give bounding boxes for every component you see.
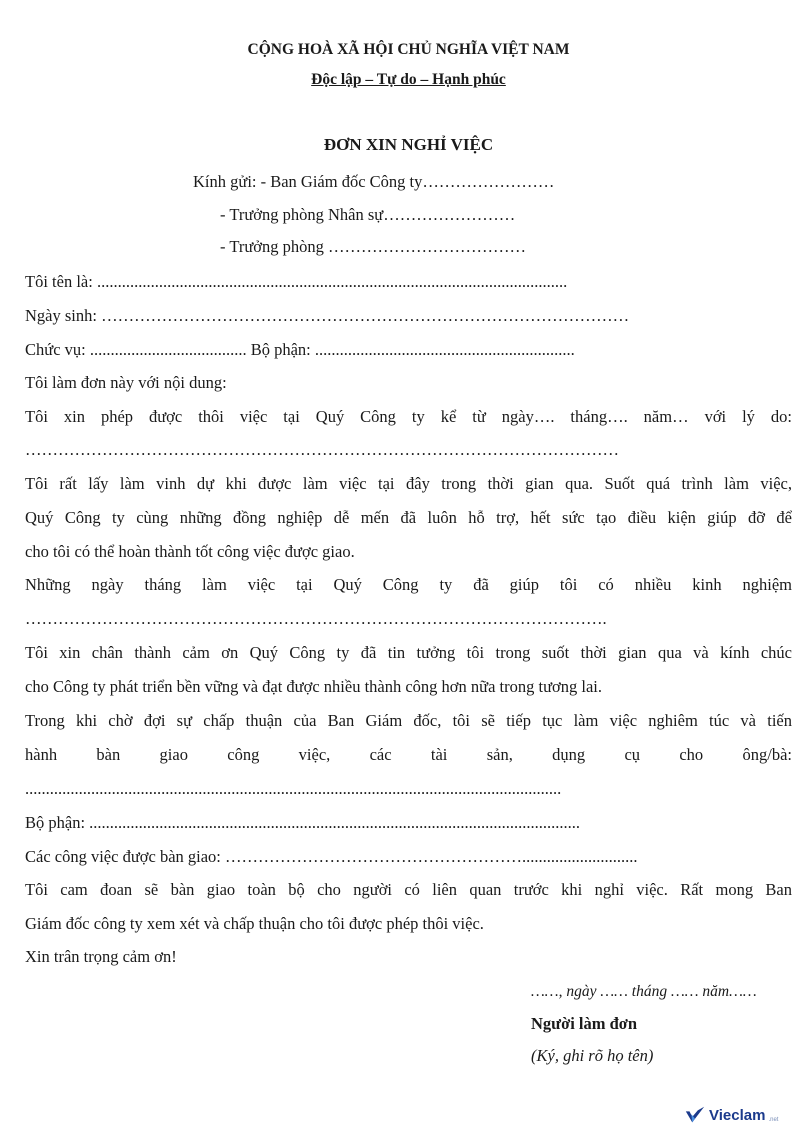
honor-line-1: Tôi rất lấy làm vinh dự khi được làm việc tại đây trong thời gian qua. Suốt quá trình làm việc, [25,474,792,493]
recipient-line-3: - Trưởng phòng ……………………………… [220,237,526,256]
tasks-field: Các công việc được bàn giao: ………………………………………………............................ [25,847,638,866]
handover-dots: .................................................................................................................................. [25,779,562,798]
honor-line-2: Quý Công ty cùng những đồng nghiệp dễ mến đã luôn hỗ trợ, hết sức tạo điều kiện giúp đỡ để [25,508,792,527]
experience-dots: ……………………………………………………………………………………………. [25,609,607,628]
recipient-line-2: - Trưởng phòng Nhân sự…………………… [220,205,516,224]
handover-line-1: Trong khi chờ đợi sự chấp thuận của Ban Giám đốc, tôi sẽ tiếp tục làm việc nghiêm túc và tiến [25,711,792,730]
signer-label: Người làm đơn [531,1014,638,1033]
motto: Độc lập – Tự do – Hạnh phúc [311,71,506,88]
thanks-line-1: Tôi xin chân thành cảm ơn Quý Công ty đã tin tưởng tôi trong suốt thời gian qua và kính chúc [25,643,792,662]
closing-line: Xin trân trọng cảm ơn! [25,947,177,966]
document-title: ĐƠN XIN NGHỈ VIỆC [323,135,494,154]
signature-note: (Ký, ghi rõ họ tên) [531,1046,654,1065]
reason-dots: ……………………………………………………………………………………………… [25,440,619,459]
field-name: Tôi tên là: .................................................................................................................. [25,272,568,291]
field-position-department: Chức vụ: ...................................... Bộ phận: ............................................................... [25,340,575,359]
recipient-line-1: Kính gửi: - Ban Giám đốc Công ty…………………… [193,172,555,191]
body-request: Tôi xin phép được thôi việc tại Quý Công ty kể từ ngày…. tháng…. năm… với lý do: [25,407,792,426]
vieclam-logo [684,1102,778,1128]
experience-line: Những ngày tháng làm việc tại Quý Công ty đã giúp tôi có nhiều kinh nghiệm [25,575,792,594]
honor-line-3: cho tôi có thể hoàn thành tốt công việc được giao. [25,542,355,561]
handover-line-2: hành bàn giao công việc, các tài sản, dụng cụ cho ông/bà: [25,745,792,764]
department-field: Bộ phận: ....................................................................................................................... [25,813,581,832]
commit-line-2: Giám đốc công ty xem xét và chấp thuận cho tôi được phép thôi việc. [25,914,484,933]
checkmark-logo-icon [684,1104,706,1126]
commit-line-1: Tôi cam đoan sẽ bàn giao toàn bộ cho người có liên quan trước khi nghỉ việc. Rất mong Ban [25,880,792,899]
logo-domain: .net [768,1117,779,1123]
thanks-line-2: cho Công ty phát triển bền vững và đạt được nhiều thành công hơn nữa trong tương lai. [25,677,603,696]
signature-date: ……, ngày …… tháng …… năm…… [531,983,757,1000]
nation-header: CỘNG HOÀ XÃ HỘI CHỦ NGHĨA VIỆT NAM [247,41,570,58]
body-intro: Tôi làm đơn này với nội dung: [25,373,227,392]
field-birth: Ngày sinh: …………………………………………………………………………………… [25,306,630,325]
logo-text: Vieclam [709,1106,766,1124]
